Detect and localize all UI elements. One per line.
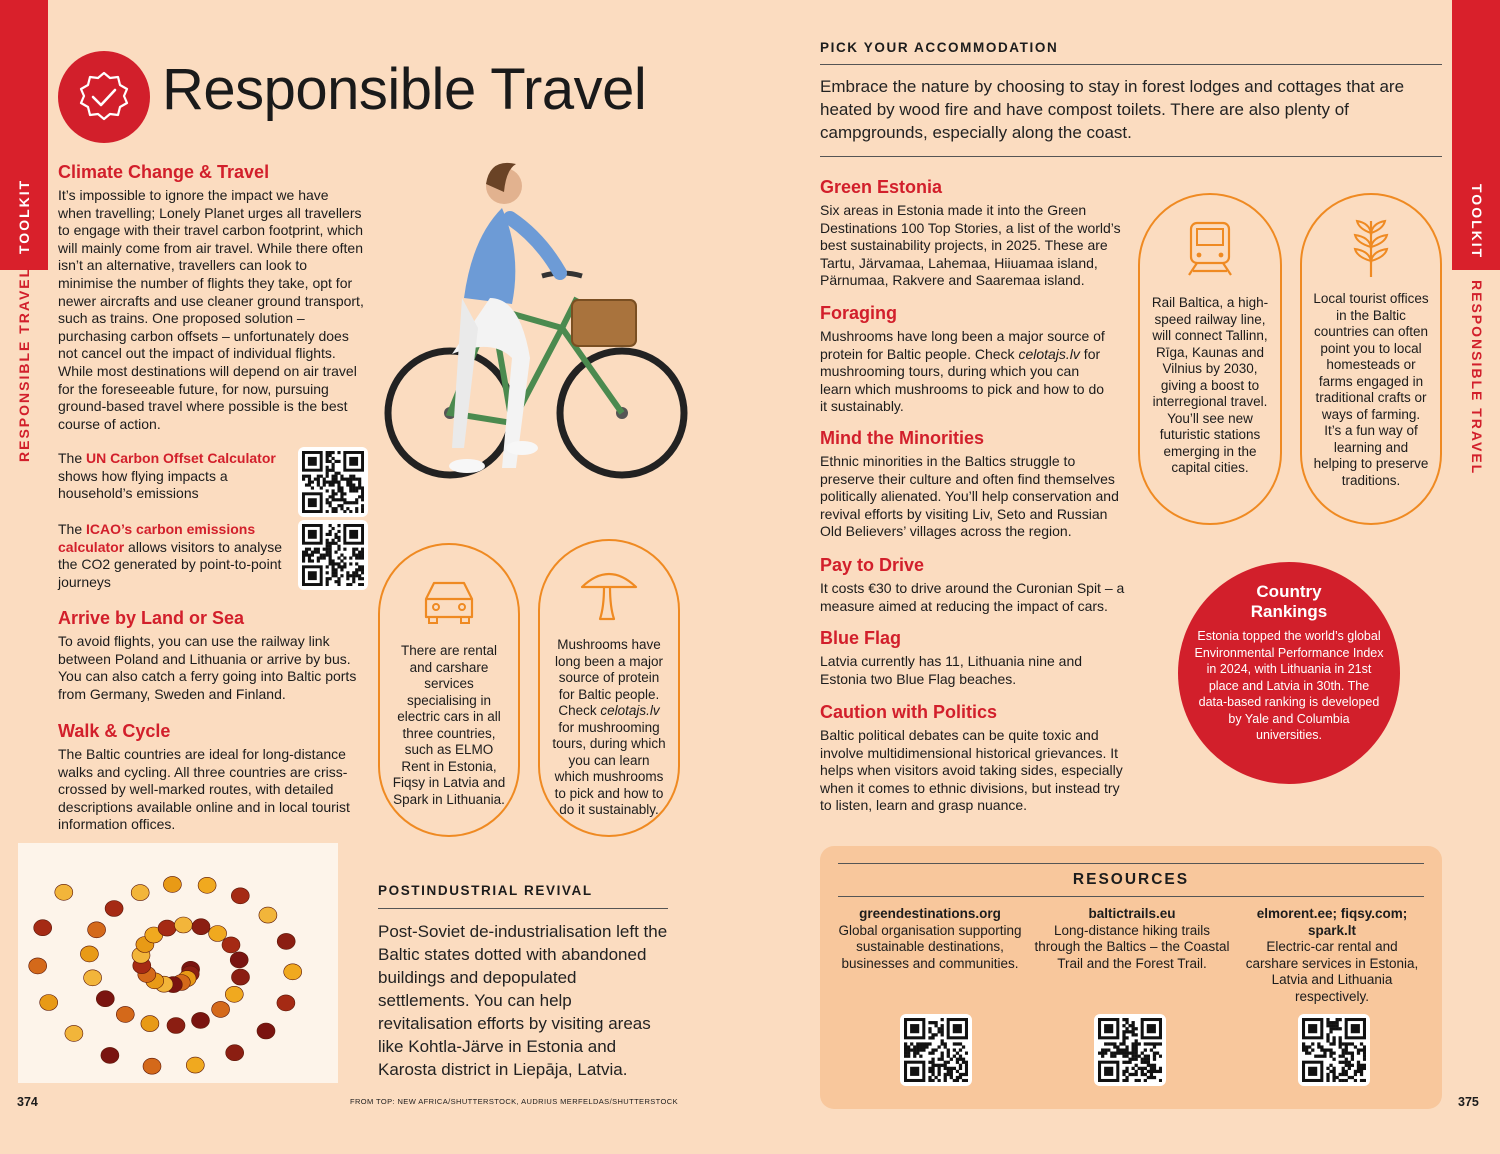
amber-bead <box>105 901 123 917</box>
foraging-link[interactable]: celotajs.lv <box>1018 345 1080 362</box>
amber-bead <box>277 995 295 1011</box>
resource-desc: Long-distance hiking trails through the Baltics – the Coastal Trail and the Forest Trail. <box>1034 922 1230 971</box>
car-icon <box>414 569 484 629</box>
amber-bead <box>222 937 240 953</box>
sidebar-toolkit-label-right: TOOLKIT <box>1469 184 1485 260</box>
un-calculator-note <box>58 450 290 503</box>
blue-flag-heading: Blue Flag <box>820 628 902 648</box>
sidebar-section-label: RESPONSIBLE TRAVEL <box>16 266 32 462</box>
amber-bead <box>80 946 98 962</box>
cyclist-photo <box>372 148 692 528</box>
amber-bead <box>230 952 248 968</box>
accommodation-body: Embrace the nature by choosing to stay in forest lodges and cottages that are heated by wood fire and have compost toilets. There are also plenty of campgrounds, especially along the coast. <box>820 75 1442 157</box>
amber-bead <box>186 1057 204 1073</box>
train-icon <box>1175 217 1245 281</box>
resources-panel <box>820 846 1442 1109</box>
resources-rule-bottom <box>838 896 1424 897</box>
icao-post: allows visitors to analyse the CO2 generated by point-to-point journeys <box>58 538 283 590</box>
accommodation-section <box>820 40 1442 157</box>
qr-code-baltictrails[interactable] <box>1094 1014 1166 1086</box>
resources-heading: RESOURCES <box>1072 871 1190 888</box>
amber-bead <box>65 1025 83 1041</box>
climate-section <box>58 162 364 433</box>
amber-bead <box>116 1006 134 1022</box>
resources-rule-top <box>838 863 1424 864</box>
ev-rental-pill <box>378 543 520 837</box>
qr-code-icao[interactable] <box>298 520 368 590</box>
green-estonia-body: Six areas in Estonia made it into the Green Destinations 100 Top Stories, a list of the world’s best sustainability projects, in 2025. These are Tartu, Järvamaa, Lahemaa, Hiiuamaa island, Pärnumaa, Rakvere and Saaremaa island. <box>820 202 1121 289</box>
postindustrial-section <box>378 883 668 1081</box>
amber-bead <box>174 917 192 933</box>
foraging-section <box>820 303 1110 416</box>
mushroom-icon <box>574 563 644 623</box>
tourist-offices-pill <box>1300 193 1442 525</box>
qr-code-elmorent[interactable] <box>1298 1014 1370 1086</box>
amber-bead <box>158 920 176 936</box>
minorities-heading: Mind the Minorities <box>820 428 984 448</box>
amber-bead <box>143 1058 161 1074</box>
amber-bead <box>88 922 106 938</box>
climate-heading: Climate Change & Travel <box>58 162 270 182</box>
walk-body: The Baltic countries are ideal for long-distance walks and cycling. All three countries are criss-crossed by well-marked routes, with detailed descriptions available online and in local tourist information offices. <box>58 746 350 833</box>
resource-greendestinations <box>832 906 1028 972</box>
resource-baltictrails <box>1034 906 1230 972</box>
amber-bead <box>55 884 73 900</box>
icao-calculator-note <box>58 521 290 591</box>
resource-title[interactable]: greendestinations.org <box>859 906 1001 921</box>
amber-bead <box>34 920 52 936</box>
amber-bead <box>167 1018 185 1034</box>
resource-title[interactable]: elmorent.ee; fiqsy.com; spark.lt <box>1256 906 1408 938</box>
amber-necklace-photo <box>18 843 338 1083</box>
amber-bead <box>209 926 227 942</box>
resource-desc: Electric-car rental and carshare services in Estonia, Latvia and Lithuania respectively. <box>1245 939 1419 1004</box>
climate-body: It’s impossible to ignore the impact we have when travelling; Lonely Planet urges all travellers to engage with their travel carbon footprint, which will mainly come from air travel. While there often isn’t an alternative, travellers can look to minimise the number of flights they take, opt for newer aircrafts and use cleaner ground transport, such as trains. One proposed solution – purchasing carbon offsets – unfortunately does not cancel out the impact of individual flights. While most destinations will depend on air travel for the foreseeable future, for now, pursuing ground-based travel where possible is the best course of action. <box>58 187 364 432</box>
page-number-left: 374 <box>17 1095 38 1109</box>
accommodation-heading: PICK YOUR ACCOMMODATION <box>820 40 1442 65</box>
icao-pre: The <box>58 521 87 537</box>
postindustrial-body: Post-Soviet de-industrialisation left the Baltic states dotted with abandoned buildings and depopulated settlements. You can help revitalisation efforts by visiting areas like Kohtla-Järve in Estonia and Karosta district in Liepāja, Latvia. <box>378 922 668 1079</box>
mushroom-pill <box>538 539 680 837</box>
sidebar-toolkit-label: TOOLKIT <box>16 178 32 254</box>
amber-bead <box>231 888 249 904</box>
pay-to-drive-heading: Pay to Drive <box>820 555 925 575</box>
country-rankings-badge <box>1178 562 1400 784</box>
minorities-section <box>820 428 1130 541</box>
right-sidebar <box>1452 0 1500 1154</box>
amber-bead <box>29 958 47 974</box>
resource-elmorent <box>1240 906 1424 1005</box>
resource-title[interactable]: baltictrails.eu <box>1088 906 1176 921</box>
wheat-icon <box>1336 213 1406 283</box>
green-estonia-section <box>820 177 1128 290</box>
tourist-offices-text: Local tourist offices in the Baltic countries can often point you to local homesteads or farms engaged in traditional crafts or ways of farming. It’s a fun way of learning and helping to preserve traditions. <box>1313 291 1429 488</box>
un-calculator-link[interactable]: UN Carbon Offset Calculator <box>86 450 276 466</box>
amber-bead <box>131 885 149 901</box>
amber-bead <box>226 1045 244 1061</box>
politics-heading: Caution with Politics <box>820 702 998 722</box>
qr-code-un[interactable] <box>298 447 368 517</box>
politics-body: Baltic political debates can be quite toxic and involve multidimensional historical grievances. It helps when visitors avoid taking sides, especially when it comes to ethnic divisions, but instead try to listen, learn and grasp nuance. <box>820 727 1123 814</box>
ev-rental-text: There are rental and carshare services specialising in electric cars in all three countries, such as ELMO Rent in Estonia, Fiqsy in Latvia and Spark in Lithuania. <box>392 643 506 807</box>
arrive-body: To avoid flights, you can use the railway link between Poland and Lithuania or arrive by bus. You can also catch a ferry going into Baltic ports from Germany, Sweden and Finland. <box>58 633 357 702</box>
responsible-badge-icon <box>58 51 150 143</box>
minorities-body: Ethnic minorities in the Baltics struggle to preserve their culture and often find themselves politically alienated. You’ll help conservation and revival efforts by visiting Liv, Seto and Russian Old Believers’ villages across the region. <box>820 453 1119 540</box>
amber-bead <box>101 1047 119 1063</box>
amber-bead <box>96 991 114 1007</box>
un-post: shows how flying impacts a household’s emissions <box>58 467 228 502</box>
arrive-section <box>58 608 364 703</box>
amber-bead <box>198 877 216 893</box>
resource-desc: Global organisation supporting sustainable destinations, businesses and communities. <box>838 922 1022 971</box>
green-estonia-heading: Green Estonia <box>820 177 943 197</box>
pay-to-drive-body: It costs €30 to drive around the Curonian Spit – a measure aimed at reducing the impact of cars. <box>820 580 1125 614</box>
qr-code-greendestinations[interactable] <box>900 1014 972 1086</box>
arrive-heading: Arrive by Land or Sea <box>58 608 245 628</box>
rail-baltica-text: Rail Baltica, a high-speed railway line, will connect Tallinn, Rīga, Kaunas and Vilnius by 2030, giving a boost to interregional travel. You’ll see new futuristic stations emerging in the capital cities. <box>1151 295 1269 475</box>
amber-bead <box>163 876 181 892</box>
politics-section <box>820 702 1126 815</box>
foraging-heading: Foraging <box>820 303 897 323</box>
sidebar-section-label-right: RESPONSIBLE TRAVEL <box>1469 280 1485 476</box>
postindustrial-heading: POSTINDUSTRIAL REVIVAL <box>378 883 668 909</box>
rail-baltica-pill <box>1138 193 1282 525</box>
walk-heading: Walk & Cycle <box>58 721 171 741</box>
amber-bead <box>284 964 302 980</box>
amber-bead <box>141 1016 159 1032</box>
country-rankings-body: Estonia topped the world’s global Environmental Performance Index in 2024, with Lithuania in 21st place and Latvia in 30th. The data-based ranking is developed by Yale and Columbia universities. <box>1194 629 1384 742</box>
icao-calculator-link[interactable]: ICAO’s carbon emissions calculator <box>58 521 256 555</box>
mushroom-text-a: Mushrooms have long been a major source of protein for Baltic people. Check <box>554 637 664 718</box>
mushroom-text <box>550 637 668 819</box>
page-title: Responsible Travel <box>162 57 647 122</box>
mushroom-text-b: for mushrooming tours, during which you can learn which mushrooms to pick and how to do it sustainably. <box>552 719 666 817</box>
foraging-body-b: for mushrooming tours, during which you can learn which mushrooms to pick and how to do it sustainably. <box>820 345 1105 415</box>
amber-bead <box>277 933 295 949</box>
amber-bead <box>259 907 277 923</box>
amber-bead <box>257 1023 275 1039</box>
amber-bead <box>225 986 243 1002</box>
page-number-right: 375 <box>1458 1095 1479 1109</box>
amber-bead <box>232 969 250 985</box>
pay-to-drive-section <box>820 555 1130 615</box>
photo-credit: FROM TOP: NEW AFRICA/SHUTTERSTOCK, AUDRIUS MERFELDAS/SHUTTERSTOCK <box>350 1097 678 1106</box>
amber-bead <box>192 919 210 935</box>
amber-bead <box>84 970 102 986</box>
un-pre: The <box>58 450 87 466</box>
blue-flag-section <box>820 628 1130 688</box>
foraging-body-a: Mushrooms have long been a major source of protein for Baltic people. Check <box>820 328 1105 362</box>
amber-bead <box>40 995 58 1011</box>
amber-bead <box>192 1012 210 1028</box>
walk-section <box>58 721 364 834</box>
amber-bead <box>212 1001 230 1017</box>
mushroom-link[interactable]: celotajs.lv <box>600 703 660 718</box>
blue-flag-body: Latvia currently has 11, Lithuania nine and Estonia two Blue Flag beaches. <box>820 653 1083 687</box>
country-rankings-heading: Country Rankings <box>1250 582 1328 621</box>
